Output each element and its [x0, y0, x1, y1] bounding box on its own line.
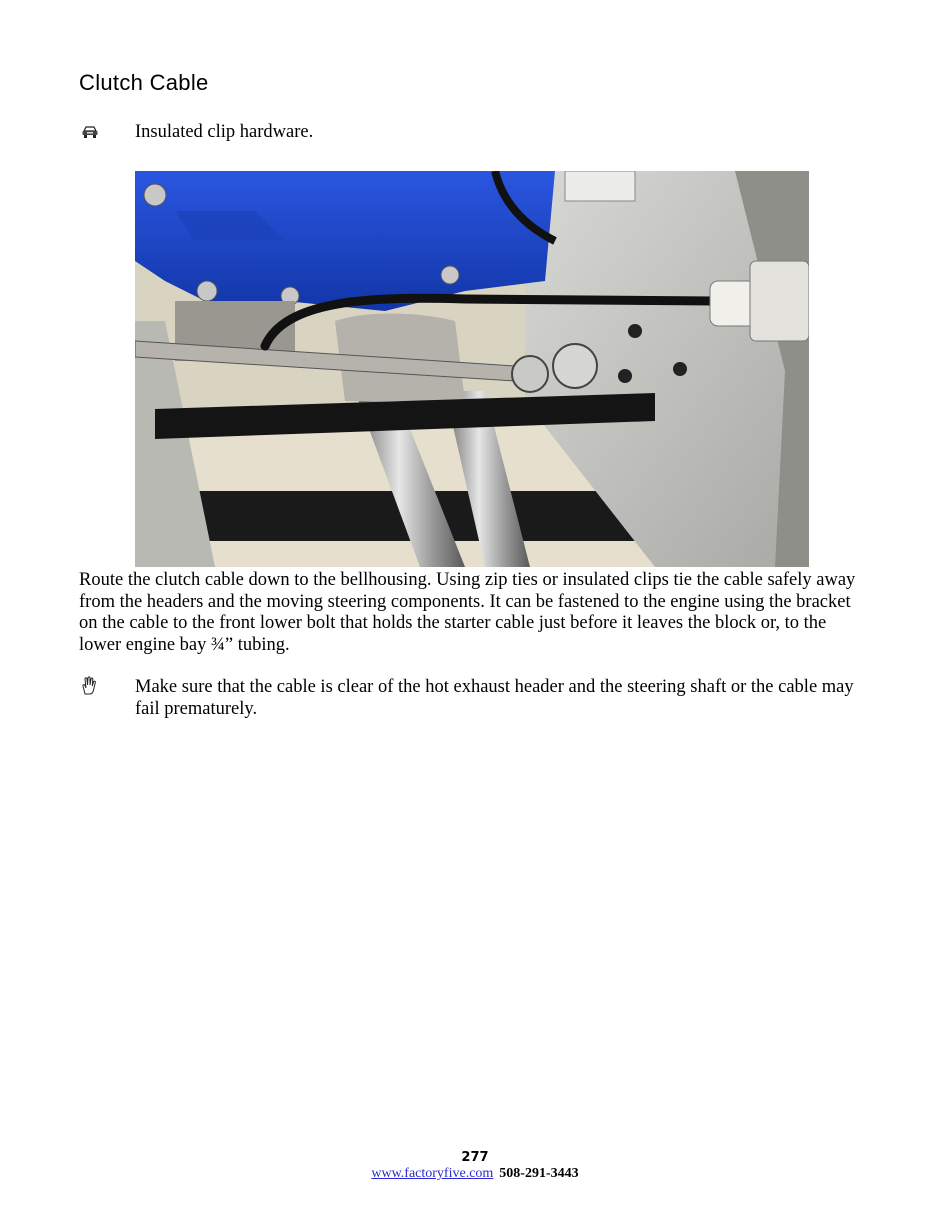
- section-title: Clutch Cable: [79, 70, 209, 95]
- warning-item-text: Make sure that the cable is clear of the hot exhaust header and the steering shaft or the cable may fail prematurely.: [135, 677, 854, 719]
- hand-warning-icon: [80, 676, 100, 696]
- footer-contact: [0, 1166, 950, 1182]
- clutch-cable-photo: [135, 171, 809, 567]
- instruction-paragraph: Route the clutch cable down to the bellhousing. Using zip ties or insulated clips tie the cable safely away from the headers and the moving steering components. It can be fastened to the engine using the bracket on the cable to the front lower bolt that holds the starter cable just before it leaves the block or, to the lower engine bay ¾” tubing.: [79, 570, 856, 655]
- phone-number: 508-291-3443: [499, 1166, 579, 1181]
- page-number: 277: [461, 1150, 489, 1165]
- website-link[interactable]: www.factoryfive.com: [371, 1166, 494, 1181]
- parts-car-icon: [81, 125, 101, 145]
- parts-item-text: Insulated clip hardware.: [135, 122, 314, 142]
